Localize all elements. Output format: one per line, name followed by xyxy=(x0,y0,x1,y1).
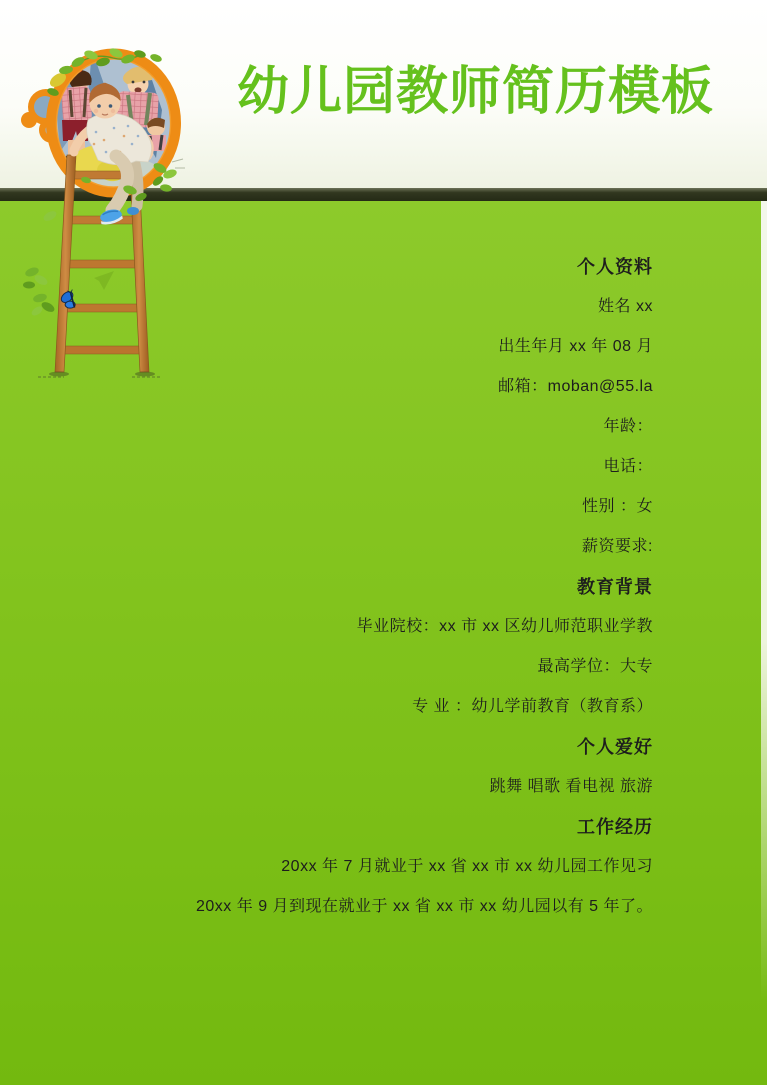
section-heading: 工作经历 xyxy=(577,817,653,837)
resume-body xyxy=(40,247,653,927)
resume-line: 跳舞 唱歌 看电视 旅游 xyxy=(489,778,653,795)
resume-line: 毕业院校：xx 市 xx 区幼儿师范职业学教 xyxy=(356,618,653,635)
resume-line: 邮箱：moban@55.la xyxy=(498,378,653,395)
resume-line: 20xx 年 9 月到现在就业于 xx 省 xx 市 xx 幼儿园以有 5 年了。 xyxy=(196,898,653,915)
resume-line: 出生年月 xx 年 08 月 xyxy=(498,338,653,355)
section-heading: 个人资料 xyxy=(577,257,653,277)
shadow-marks xyxy=(172,159,185,168)
resume-line: 年龄： xyxy=(603,418,653,435)
resume-line: 薪资要求: xyxy=(582,538,653,555)
page-title: 幼儿园教师简历模板 xyxy=(237,63,715,121)
resume-line: 性别 ：女 xyxy=(582,498,653,515)
section-heading: 教育背景 xyxy=(577,577,653,597)
page-edge-highlight xyxy=(761,201,767,1001)
section-heading: 个人爱好 xyxy=(577,737,653,757)
resume-line: 姓名 xx xyxy=(598,298,653,315)
resume-line: 20xx 年 7 月就业于 xx 省 xx 市 xx 幼儿园工作见习 xyxy=(281,858,653,875)
resume-line: 专 业 ：幼儿学前教育（教育系） xyxy=(412,698,653,715)
resume-line: 电话： xyxy=(603,458,653,475)
resume-line: 最高学位：大专 xyxy=(537,658,653,675)
